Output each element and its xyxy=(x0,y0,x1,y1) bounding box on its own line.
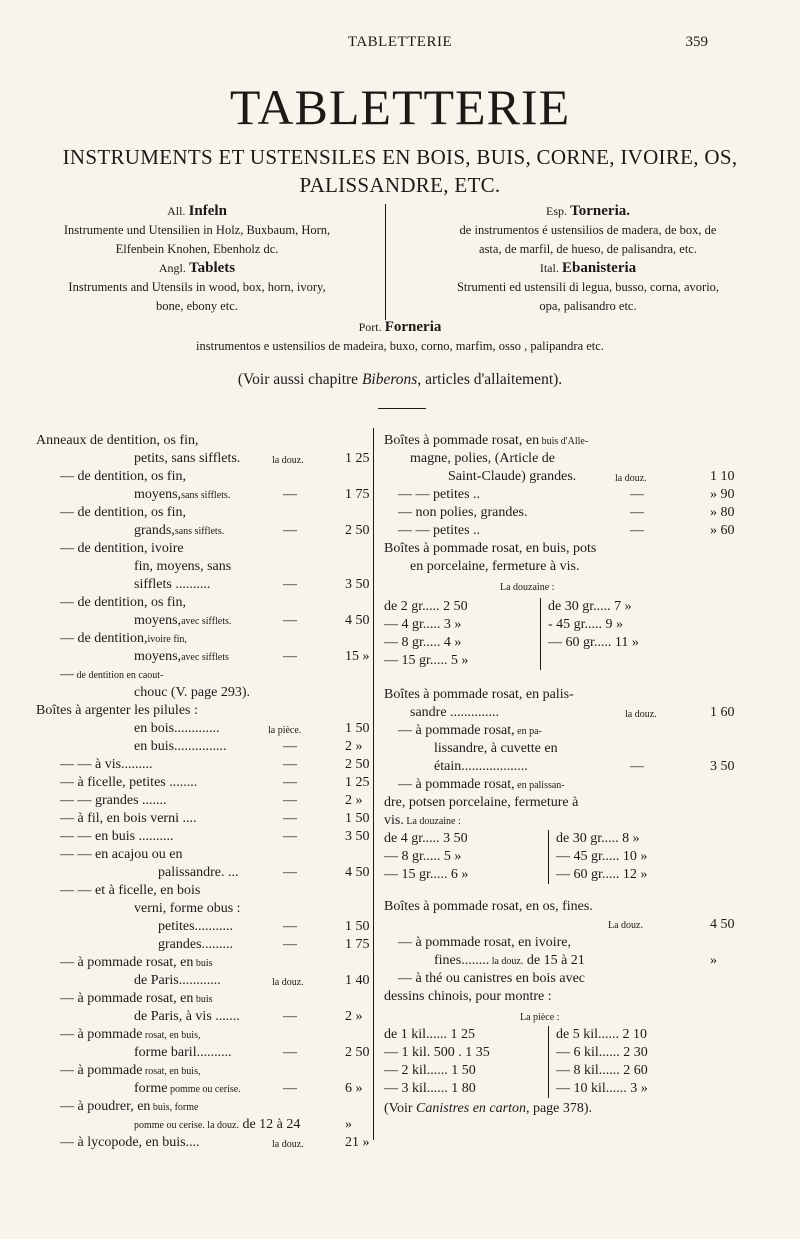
entry-text xyxy=(134,1116,300,1134)
entry-text: de 2 gr..... 2 50 xyxy=(384,599,468,614)
price-entry xyxy=(0,652,800,669)
price-entry xyxy=(0,758,800,775)
price-entry xyxy=(0,988,800,1005)
entry-text: — 6 kil...... 2 30 xyxy=(556,1045,648,1060)
unit-label: la douz. xyxy=(272,455,304,466)
entry-text: dre, potsen porcelaine, fermeture à xyxy=(384,795,579,810)
price-entry xyxy=(0,578,800,595)
price-entry xyxy=(0,1008,800,1025)
entry-text: — à thé ou canistres en bois avec xyxy=(398,971,585,986)
lang-label: Angl. xyxy=(158,261,186,275)
price-value: 1 50 xyxy=(345,811,370,826)
lang-label: All. xyxy=(167,204,186,218)
price-value: 4 50 xyxy=(345,613,370,628)
entry-extra: , page 378). xyxy=(525,1101,593,1116)
entry-text: lissandre, à cuvette en xyxy=(434,741,558,756)
price-entry xyxy=(0,634,800,651)
price-value: 2 50 xyxy=(345,523,370,538)
price-value: 4 50 xyxy=(710,917,735,932)
price-value: » 60 xyxy=(710,523,735,538)
translations-block xyxy=(22,202,778,324)
unit-label: — xyxy=(283,1045,297,1060)
price-value: 3 50 xyxy=(710,759,735,774)
entry-text: — à pommade rosat, en buis xyxy=(60,955,213,970)
translation-german-desc-1: Instrumente und Utensilien in Holz, Buxbaum, Horn, xyxy=(63,223,331,237)
entry-extra: de 15 à 21 xyxy=(523,953,585,968)
entry-text: — à pommade rosat, en ivoire, xyxy=(398,935,572,950)
translation-spanish-desc-1: de instrumentos é ustensilios de madera, de box, de xyxy=(459,223,717,237)
translation-portuguese-heading xyxy=(0,318,800,337)
entry-text: de 30 gr..... 8 » xyxy=(556,831,640,846)
entry-text: — 15 gr..... 6 » xyxy=(384,867,469,882)
translated-word: Torneria. xyxy=(570,203,630,219)
entry-text: moyens,avec sifflets xyxy=(134,649,229,664)
entry-text: — à pommade rosat, en buis xyxy=(60,991,213,1006)
entry-small-text: pomme ou cerise. xyxy=(167,1084,241,1095)
entry-text: — — et à ficelle, en bois xyxy=(60,883,201,898)
translation-english-desc-2: bone, ebony etc. xyxy=(156,299,238,313)
unit-label: — xyxy=(283,757,297,772)
price-entry xyxy=(0,722,800,739)
page-number: 359 xyxy=(685,34,708,50)
entry-text: Boîtes à argenter les pilules : xyxy=(36,703,198,718)
price-entry xyxy=(0,1080,800,1097)
price-value: 6 » xyxy=(345,1081,363,1096)
weight-table-divider xyxy=(548,1026,549,1098)
price-value: » xyxy=(710,953,717,968)
price-value: » xyxy=(345,1117,352,1132)
entry-small-text: en palissan- xyxy=(514,780,565,791)
entry-text: — à lycopode, en buis.... xyxy=(60,1135,200,1150)
price-value: 2 50 xyxy=(345,757,370,772)
entry-small-text: pomme ou cerise. la douz. xyxy=(134,1120,239,1131)
weight-table-divider xyxy=(540,598,541,670)
section-rule xyxy=(378,408,426,409)
entry-small-text: en pa- xyxy=(514,726,542,737)
price-entry xyxy=(0,1062,800,1079)
entry-small-text: avec sifflets. xyxy=(181,616,232,627)
translation-english-desc-1: Instruments and Utensils in wood, box, horn, ivory, xyxy=(68,280,326,294)
price-value: 1 50 xyxy=(345,919,370,934)
entry-small-text: sans sifflets. xyxy=(181,490,231,501)
entry-text: en buis............... xyxy=(134,739,227,754)
price-value: » 80 xyxy=(710,505,735,520)
entry-text: — 8 kil...... 2 60 xyxy=(556,1063,648,1078)
entry-text: — à pommade rosat, en pa- xyxy=(398,723,542,738)
price-entry xyxy=(0,848,800,865)
running-title: TABLETTERIE xyxy=(347,34,453,50)
entry-text: en bois............. xyxy=(134,721,220,736)
entry-text: grandes......... xyxy=(158,937,234,952)
entry-text: de 30 gr..... 7 » xyxy=(548,599,632,614)
entry-text: — de dentition, os fin, xyxy=(60,595,186,610)
entry-text: grands,sans sifflets. xyxy=(134,523,225,538)
entry-text: — — grandes ....... xyxy=(60,793,167,808)
translation-italian-heading xyxy=(398,259,778,278)
price-value: 2 » xyxy=(345,1009,363,1024)
entry-text: verni, forme obus : xyxy=(134,901,241,916)
entry-small-text: rosat, en buis, xyxy=(142,1030,201,1041)
entry-text: petits, sans sifflets. xyxy=(134,451,241,466)
entry-text: — à poudrer, en buis, forme xyxy=(60,1099,199,1114)
unit-label: — xyxy=(283,613,297,628)
entry-text: — de dentition,ivoire fin, xyxy=(60,631,187,646)
entry-text: de 1 kil...... 1 25 xyxy=(384,1027,475,1042)
unit-label: — xyxy=(630,523,644,538)
price-entry xyxy=(0,812,800,829)
entry-text: forme baril.......... xyxy=(134,1045,232,1060)
translations-divider xyxy=(385,204,386,320)
entry-text: fin, moyens, sans xyxy=(134,559,232,574)
entry-text: — de dentition, os fin, xyxy=(60,505,186,520)
entry-text: Boîtes à pommade rosat, en palis- xyxy=(384,687,574,702)
translation-german-desc-2: Elfenbein Knohen, Ebenholz dc. xyxy=(115,242,279,256)
entry-text: — 45 gr..... 10 » xyxy=(556,849,648,864)
price-value: 21 » xyxy=(345,1135,370,1150)
entry-text: — — en buis .......... xyxy=(60,829,174,844)
entry-text: — à pommade rosat, en palissan- xyxy=(398,777,565,792)
price-entry xyxy=(0,970,800,987)
price-entry xyxy=(0,898,800,915)
unit-label: la douz. xyxy=(272,1139,304,1150)
translation-german-heading xyxy=(22,202,372,221)
running-header xyxy=(0,34,800,56)
price-entry xyxy=(0,916,800,933)
price-value: 2 » xyxy=(345,793,363,808)
entry-text: forme pomme ou cerise. xyxy=(134,1081,241,1096)
price-value: 1 40 xyxy=(345,973,370,988)
entry-text: — 2 kil...... 1 50 xyxy=(384,1063,476,1078)
translated-word: Infeln xyxy=(188,203,227,219)
price-entry xyxy=(0,558,800,575)
price-entry xyxy=(0,794,800,811)
entry-small-text: La pièce : xyxy=(520,1012,560,1023)
unit-label: — xyxy=(630,487,644,502)
entry-small-text: avec sifflets xyxy=(181,652,229,663)
see-also-note xyxy=(0,371,800,389)
price-value: 1 75 xyxy=(345,937,370,952)
entry-text: — 15 gr..... 5 » xyxy=(384,653,469,668)
unit-label: — xyxy=(283,1081,297,1096)
translations-right xyxy=(398,202,778,316)
entry-text: petites........... xyxy=(158,919,234,934)
entry-text: sifflets .......... xyxy=(134,577,211,592)
translation-italian-desc-1: Strumenti ed ustensili di legua, busso, corna, avorio, xyxy=(456,280,720,294)
entry-text xyxy=(500,578,554,596)
lang-label: Ital. xyxy=(539,261,559,275)
unit-label: — xyxy=(630,505,644,520)
translation-spanish-heading xyxy=(398,202,778,221)
price-value: 4 50 xyxy=(345,865,370,880)
subtitle xyxy=(30,143,770,199)
entry-text: — de dentition en caout- xyxy=(60,667,164,682)
price-value: 2 50 xyxy=(345,1045,370,1060)
unit-label: — xyxy=(283,793,297,808)
main-title: TABLETTERIE xyxy=(229,79,571,135)
entry-small-text: La douz. xyxy=(608,920,643,931)
entry-text: — 10 kil...... 3 » xyxy=(556,1081,648,1096)
price-value: 1 25 xyxy=(345,775,370,790)
entry-small-text: de dentition en caout- xyxy=(74,670,164,681)
entry-text: — à ficelle, petites ........ xyxy=(60,775,198,790)
price-entry xyxy=(0,468,800,485)
entry-text: — — en acajou ou en xyxy=(60,847,183,862)
entry-text xyxy=(608,916,643,934)
entry-text: — à fil, en bois verni .... xyxy=(60,811,197,826)
price-entry xyxy=(0,934,800,951)
entry-text: de 4 gr..... 3 50 xyxy=(384,831,468,846)
entry-text: — à pommade rosat, en buis, xyxy=(60,1027,201,1042)
entry-text: sandre .............. xyxy=(410,705,500,720)
entry-text: — à pommade rosat, en buis, xyxy=(60,1063,201,1078)
entry-text: Boîtes à pommade rosat, en buis d'Alle- xyxy=(384,433,589,448)
price-entry xyxy=(0,1026,800,1043)
translation-english-heading xyxy=(22,259,372,278)
entry-small-text: la douz. xyxy=(489,956,524,967)
price-entry xyxy=(0,830,800,847)
translation-italian-desc-2: opa, palisandro etc. xyxy=(539,299,637,313)
entry-text: — 3 kil...... 1 80 xyxy=(384,1081,476,1096)
price-entry xyxy=(0,704,800,721)
price-entry xyxy=(0,776,800,793)
unit-label: — xyxy=(283,919,297,934)
unit-label: — xyxy=(283,829,297,844)
entry-text: de Paris............ xyxy=(134,973,221,988)
unit-label: la douz. xyxy=(272,977,304,988)
unit-label: la douz. xyxy=(615,473,647,484)
price-entry xyxy=(0,540,800,557)
price-entry xyxy=(0,598,800,615)
see-also-ref: Biberons xyxy=(361,371,418,388)
translation-portuguese xyxy=(0,318,800,356)
entry-text: moyens,sans sifflets. xyxy=(134,487,231,502)
unit-label: — xyxy=(283,775,297,790)
entry-text: de 5 kil...... 2 10 xyxy=(556,1027,647,1042)
entry-text: — 60 gr..... 12 » xyxy=(556,867,648,882)
price-entry xyxy=(0,504,800,521)
translated-word: Ebanisteria xyxy=(561,260,637,276)
unit-label: — xyxy=(283,577,297,592)
entry-small-text: La douzaine : xyxy=(500,582,555,593)
entry-text: — de dentition, os fin, xyxy=(60,469,186,484)
entry-small-text: buis, forme xyxy=(150,1102,199,1113)
entry-text: — — petites .. xyxy=(398,523,481,538)
price-entry xyxy=(0,432,800,449)
subtitle-line-2: PALISSANDRE, ETC. xyxy=(299,173,501,197)
entry-italic-ref: Canistres en carton xyxy=(412,1101,526,1116)
price-entry xyxy=(0,1100,800,1117)
price-entry xyxy=(0,616,800,633)
price-value: 1 60 xyxy=(710,705,735,720)
entry-text: vis. La douzaine : xyxy=(384,813,461,828)
unit-label: — xyxy=(283,739,297,754)
price-entry xyxy=(0,882,800,899)
entry-text: — 60 gr..... 11 » xyxy=(548,635,639,650)
price-value: 2 » xyxy=(345,739,363,754)
entry-text: moyens,avec sifflets. xyxy=(134,613,232,628)
unit-label: — xyxy=(283,487,297,502)
unit-label: — xyxy=(283,1009,297,1024)
entry-text: — de dentition, ivoire xyxy=(60,541,184,556)
see-also-prefix: (Voir aussi chapitre xyxy=(237,371,359,388)
entry-text: dessins chinois, pour montre : xyxy=(384,989,552,1004)
price-entry xyxy=(0,450,800,467)
entry-text: — 8 gr..... 4 » xyxy=(384,635,462,650)
lang-label: Esp. xyxy=(546,204,567,218)
price-value: 1 10 xyxy=(710,469,735,484)
price-value: 1 25 xyxy=(345,451,370,466)
entry-small-text: sans sifflets. xyxy=(174,526,225,537)
unit-label: — xyxy=(283,865,297,880)
translated-word: Tablets xyxy=(188,260,236,276)
unit-label: — xyxy=(283,811,297,826)
entry-text: étain................... xyxy=(434,759,528,774)
entry-text: de Paris, à vis ....... xyxy=(134,1009,240,1024)
price-entry xyxy=(0,486,800,503)
entry-small-text: La douzaine : xyxy=(403,816,461,827)
entry-text: — 8 gr..... 5 » xyxy=(384,849,462,864)
entry-text xyxy=(520,1008,559,1026)
entry-text: fines........ la douz. de 15 à 21 xyxy=(434,953,585,968)
see-also-suffix: , articles d'allaitement). xyxy=(417,371,563,388)
price-entry xyxy=(0,1134,800,1151)
entry-text: Anneaux de dentition, os fin, xyxy=(36,433,199,448)
entry-text: — 1 kil. 500 . 1 35 xyxy=(384,1045,490,1060)
entry-text: chouc (V. page 293). xyxy=(134,685,250,700)
price-entry xyxy=(0,952,800,969)
price-entry xyxy=(0,1044,800,1061)
price-entry xyxy=(0,686,800,703)
entry-text: — — à vis......... xyxy=(60,757,153,772)
entry-text: Saint-Claude) grandes. xyxy=(448,469,577,484)
translated-word: Forneria xyxy=(384,319,442,335)
price-entry xyxy=(0,740,800,757)
price-entry xyxy=(0,866,800,883)
unit-label: — xyxy=(283,649,297,664)
entry-extra: de 12 à 24 xyxy=(238,1117,301,1132)
entry-small-text: buis d'Alle- xyxy=(539,436,589,447)
entry-small-text: ivoire fin, xyxy=(147,634,187,645)
price-value: » 90 xyxy=(710,487,735,502)
entry-text: palissandre. ... xyxy=(158,865,239,880)
entry-small-text: rosat, en buis, xyxy=(142,1066,201,1077)
price-value: 1 50 xyxy=(345,721,370,736)
entry-small-text: buis xyxy=(193,994,213,1005)
lang-label: Port. xyxy=(358,320,382,334)
entry-text: magne, polies, (Article de xyxy=(410,451,556,466)
price-value: 15 » xyxy=(345,649,370,664)
unit-label: la pièce. xyxy=(268,725,302,736)
translation-spanish-desc-2: asta, de marfil, de hueso, de palisandra, etc. xyxy=(479,242,697,256)
entry-text: (Voir Canistres en carton, page 378). xyxy=(384,1101,593,1116)
translations-left xyxy=(22,202,372,316)
price-value: 1 75 xyxy=(345,487,370,502)
subtitle-line-1: INSTRUMENTS ET USTENSILES EN BOIS, BUIS, CORNE, IVOIRE, OS, xyxy=(62,145,738,169)
price-value: 3 50 xyxy=(345,829,370,844)
price-entry xyxy=(0,1116,800,1133)
price-value: 3 50 xyxy=(345,577,370,592)
unit-label: — xyxy=(630,759,644,774)
entry-text: — 4 gr..... 3 » xyxy=(384,617,462,632)
unit-label: — xyxy=(283,937,297,952)
unit-label: la douz. xyxy=(625,709,657,720)
entry-text: Boîtes à pommade rosat, en os, fines. xyxy=(384,899,593,914)
entry-text: - 45 gr..... 9 » xyxy=(548,617,624,632)
price-entry xyxy=(0,522,800,539)
entry-text: — — petites .. xyxy=(398,487,481,502)
entry-text: Boîtes à pommade rosat, en buis, pots xyxy=(384,541,597,556)
weight-table-divider xyxy=(548,830,549,884)
entry-text: en porcelaine, fermeture à vis. xyxy=(410,559,580,574)
entry-text: — non polies, grandes. xyxy=(398,505,528,520)
unit-label: — xyxy=(283,523,297,538)
entry-small-text: buis xyxy=(193,958,213,969)
translation-portuguese-desc: instrumentos e ustensilios de madeira, buxo, corno, marfim, osso , palipandra etc. xyxy=(196,339,604,353)
